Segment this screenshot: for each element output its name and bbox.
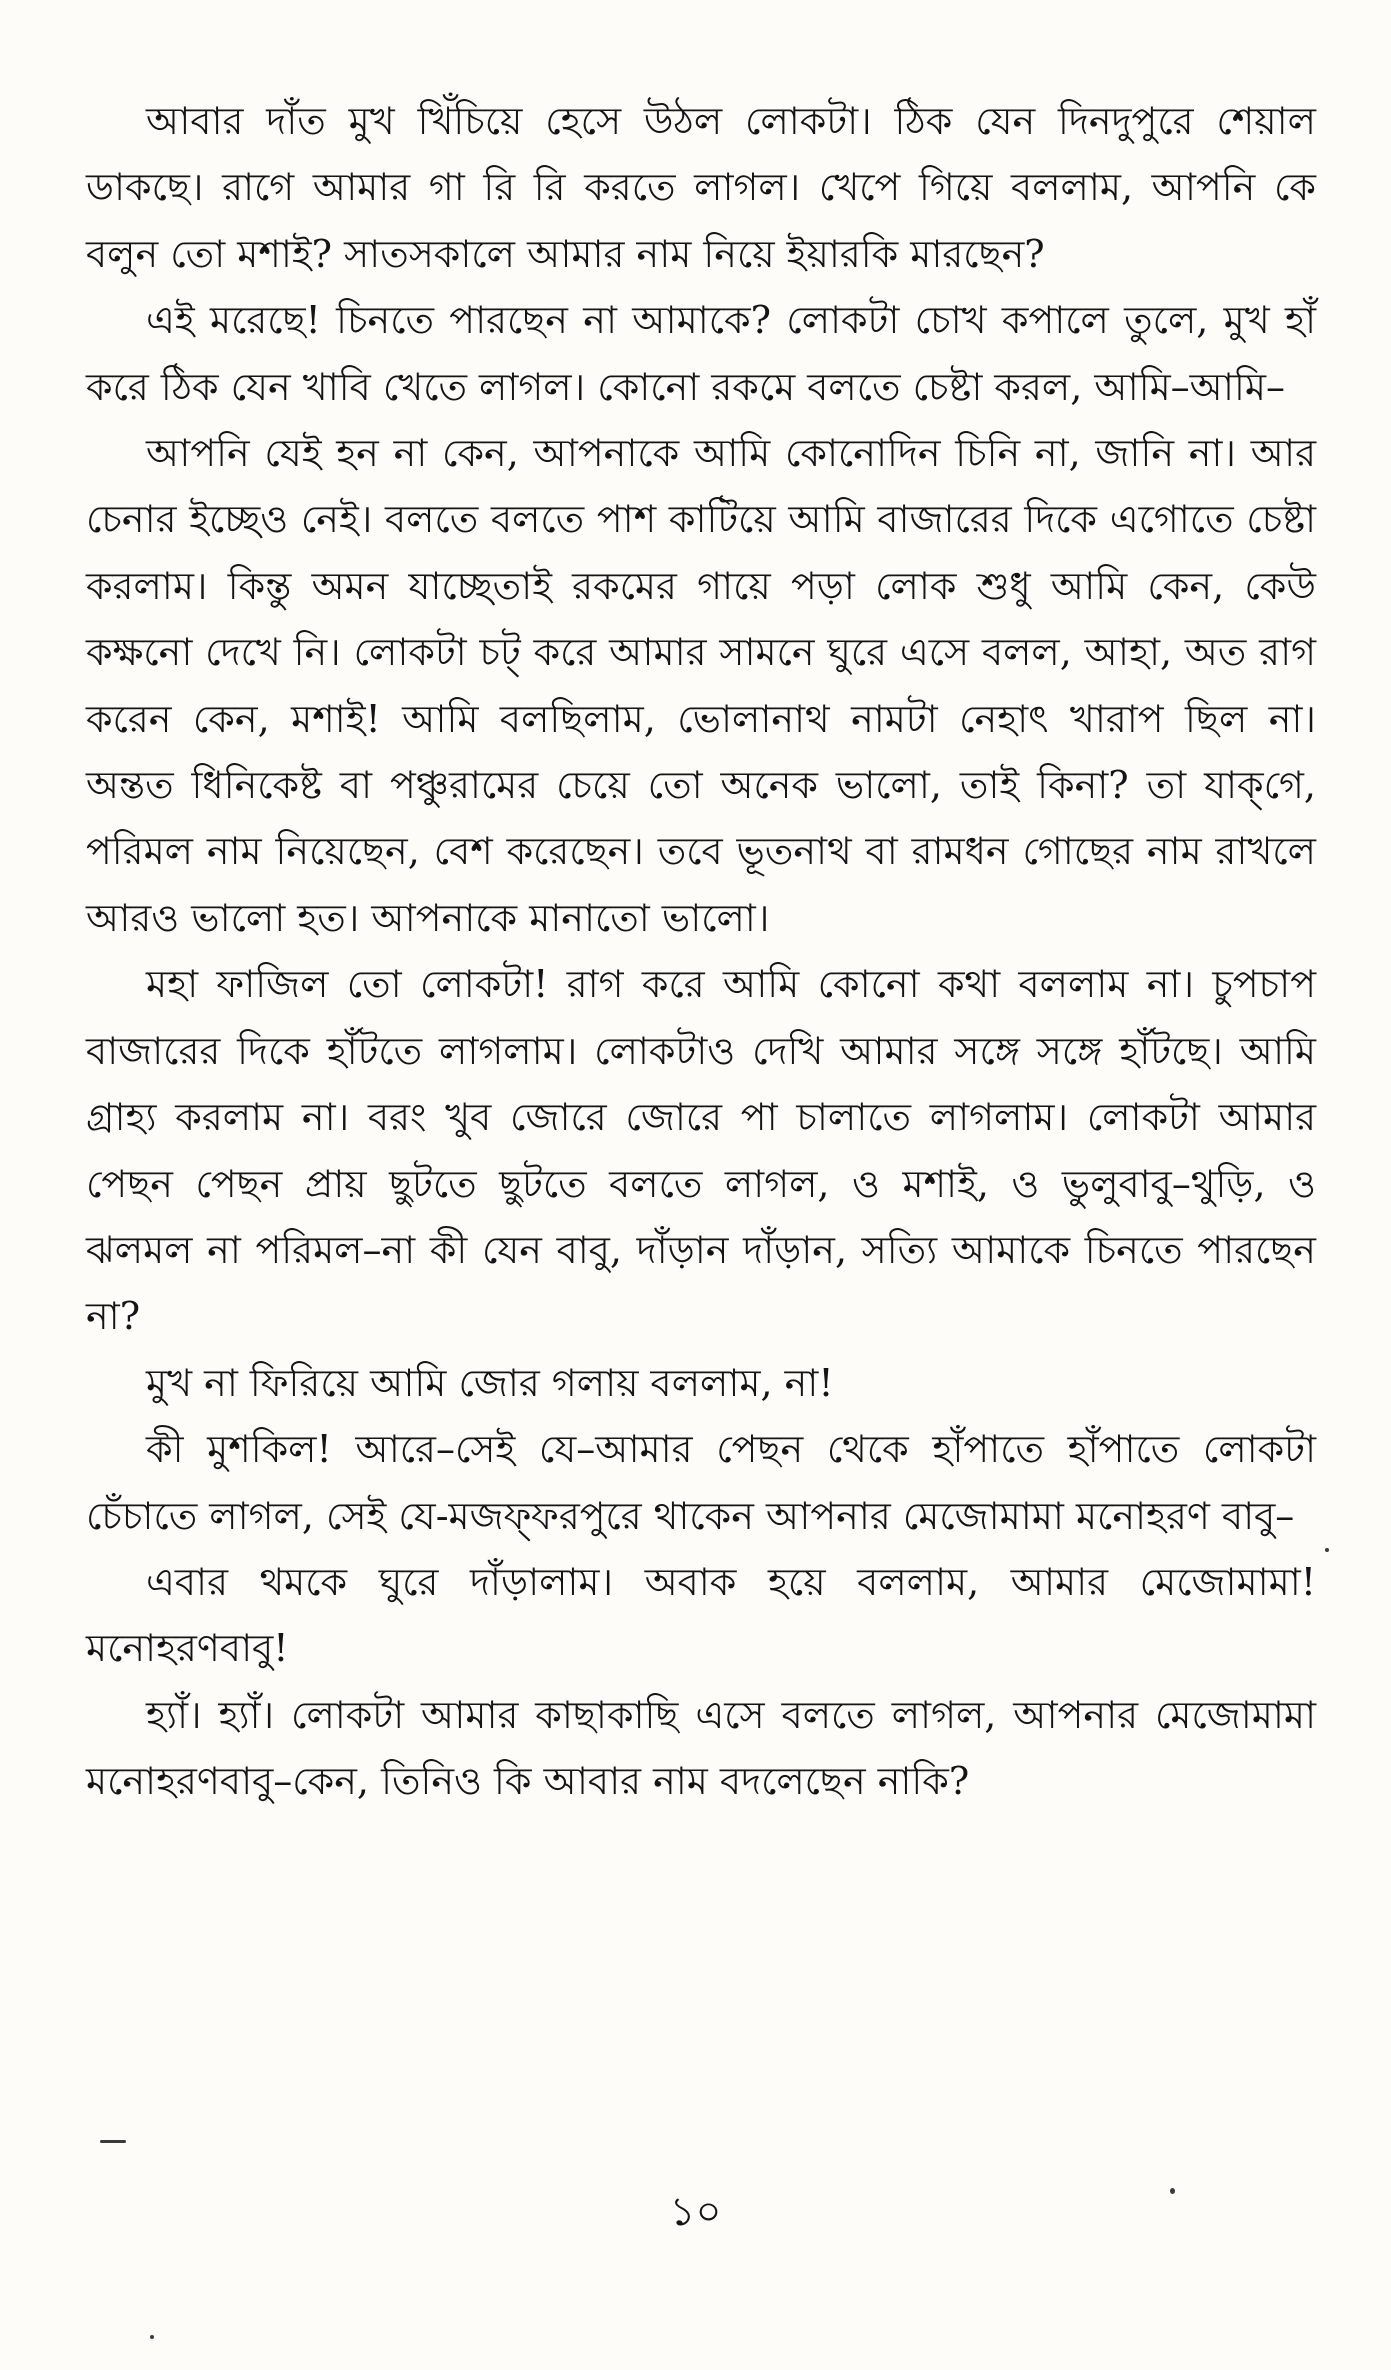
ink-speck [1325,1548,1329,1552]
paragraph-3: আপনি যেই হন না কেন, আপনাকে আমি কোনোদিন চিনি না, জানি না। আর চেনার ইচ্ছেও নেই। বলতে বলতে পাশ কাটিয়ে আমি বাজারের দিকে এগোতে চেষ্টা করলাম। কিন্তু অমন যাচ্ছেতাই রকমের গায়ে পড়া লোক শুধু আমি কেন, কেউ কক্ষনো দেখে নি। লোকটা চট্ করে আমার সামনে ঘুরে এসে বলল, আহা, অত রাগ করেন কেন, মশাই! আমি বলছিলাম, ভোলানাথ নামটা নেহাৎ খারাপ ছিল না। অন্তত ধিনিকেষ্ট বা পঞ্চুরামের চেয়ে তো অনেক ভালো, তাই কিনা? তা যাক্‌গে, পরিমল নাম নিয়েছেন, বেশ করেছেন। তবে ভূতনাথ বা রামধন গোছের নাম রাখলে আরও ভালো হত। আপনাকে মানাতো ভালো। [86,431,1316,940]
ink-speck [150,2335,154,2339]
paragraph-5: মুখ না ফিরিয়ে আমি জোর গলায় বললাম, না! [146,1360,834,1405]
paragraph-2: এই মরেছে! চিনতে পারছেন না আমাকে? লোকটা চোখ কপালে তুলে, মুখ হাঁ করে ঠিক যেন খাবি খেতে লাগল। কোনো রকমে বলতে চেষ্টা করল, আমি–আমি– [86,298,1316,409]
page-number: ১০ [669,2189,722,2235]
paragraph-1: আবার দাঁত মুখ খিঁচিয়ে হেসে উঠল লোকটা। ঠিক যেন দিনদুপুরে শেয়াল ডাকছে। রাগে আমার গা রি রি করতে লাগল। খেপে গিয়ে বললাম, আপনি কে বলুন তো মশাই? সাতসকালে আমার নাম নিয়ে ইয়ারকি মারছেন? [86,99,1316,276]
paragraph-8: হ্যাঁ। হ্যাঁ। লোকটা আমার কাছাকাছি এসে বলতে লাগল, আপনার মেজোমামা মনোহরণবাবু–কেন, তিনিও কি আবার নাম বদলেছেন নাকি? [86,1692,1316,1804]
ink-speck [100,2140,126,2143]
ink-speck [1170,2188,1175,2194]
paragraph-6: কী মুশকিল! আরে–সেই যে–আমার পেছন থেকে হাঁপাতে হাঁপাতে লোকটা চেঁচাতে লাগল, সেই যে-মজফ্‌ফরপুরে থাকেন আপনার মেজোমামা মনোহরণ বাবু– [86,1427,1316,1538]
body-text [86,88,1316,1815]
paragraph-7: এবার থমকে ঘুরে দাঁড়ালাম। অবাক হয়ে বললাম, আমার মেজোমামা! মনোহরণবাবু! [86,1559,1316,1671]
paragraph-4: মহা ফাজিল তো লোকটা! রাগ করে আমি কোনো কথা বললাম না। চুপচাপ বাজারের দিকে হাঁটতে লাগলাম। লোকটাও দেখি আমার সঙ্গে সঙ্গে হাঁটছে। আমি গ্রাহ্য করলাম না। বরং খুব জোরে জোরে পা চালাতে লাগলাম। লোকটা আমার পেছন পেছন প্রায় ছুটতে ছুটতে বলতে লাগল, ও মশাই, ও ভুলুবাবু–থুড়ি, ও ঝলমল না পরিমল–না কী যেন বাবু, দাঁড়ান দাঁড়ান, সত্যি আমাকে চিনতে পারছেন না? [86,962,1316,1339]
